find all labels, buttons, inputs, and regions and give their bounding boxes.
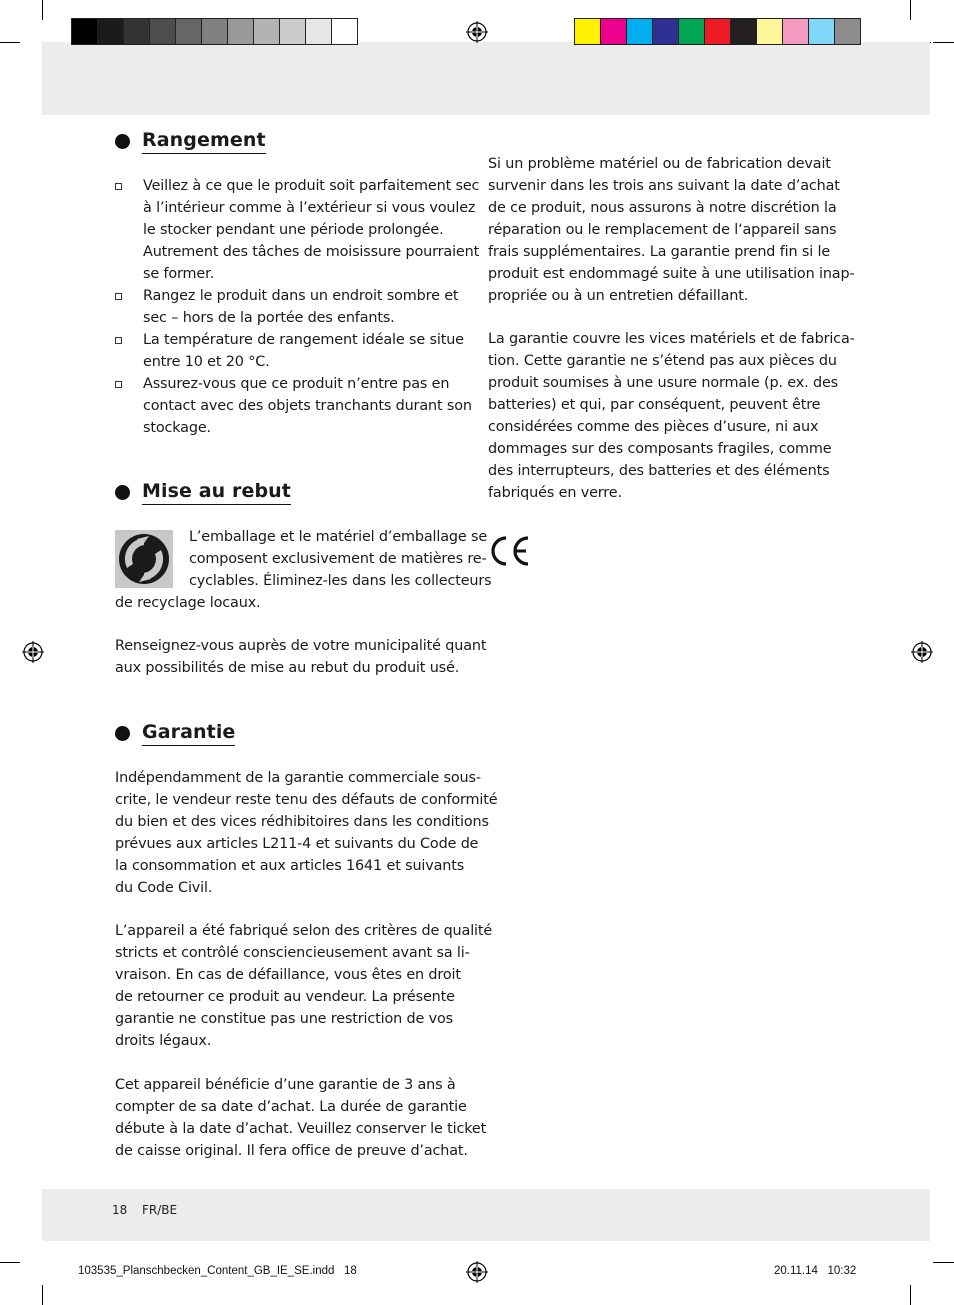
list-item-line: entre 10 et 20 °C. bbox=[143, 354, 270, 370]
ce-mark-icon bbox=[488, 535, 532, 567]
text-line: de caisse original. Il fera office de preuve d’achat. bbox=[115, 1143, 468, 1159]
heading-bullet bbox=[115, 134, 130, 149]
text-line: Indépendamment de la garantie commerciale sous- bbox=[115, 770, 481, 786]
section-heading-garantie bbox=[115, 719, 235, 747]
text-line: réparation ou le remplacement de l‘appareil sans bbox=[488, 222, 837, 238]
registration-mark-icon bbox=[466, 21, 488, 43]
text-line: cyclables. Éliminez-les dans les collecteurs bbox=[189, 573, 492, 589]
color-swatch bbox=[227, 18, 254, 45]
text-line: propriée ou à un entretien défaillant. bbox=[488, 288, 749, 304]
color-swatch bbox=[97, 18, 124, 45]
text-line: fabriqués en verre. bbox=[488, 485, 622, 501]
checkbox-bullet-icon bbox=[115, 337, 122, 344]
page-number: 18 bbox=[112, 1203, 128, 1217]
color-swatch bbox=[730, 18, 757, 45]
text-line: vraison. En cas de défaillance, vous êtes en droit bbox=[115, 967, 461, 983]
list-item-line: La température de rangement idéale se situe bbox=[143, 332, 464, 348]
color-swatch bbox=[626, 18, 653, 45]
slug-filename: 103535_Planschbecken_Content_GB_IE_SE.indd 18 bbox=[78, 1265, 357, 1277]
color-swatch bbox=[834, 18, 861, 45]
color-swatch bbox=[149, 18, 176, 45]
color-swatch bbox=[600, 18, 627, 45]
text-line: L’appareil a été fabriqué selon des critères de qualité bbox=[115, 923, 493, 939]
registration-mark-icon bbox=[22, 641, 44, 663]
list-item-line: sec – hors de la portée des enfants. bbox=[143, 310, 395, 326]
color-swatch bbox=[253, 18, 280, 45]
color-swatch bbox=[331, 18, 358, 45]
list-item-line: Assurez-vous que ce produit n’entre pas en bbox=[143, 376, 450, 392]
text-line: Renseignez-vous auprès de votre municipalité quant bbox=[115, 638, 487, 654]
color-swatch bbox=[305, 18, 332, 45]
registration-mark-icon bbox=[911, 641, 933, 663]
text-line: de ce produit, nous assurons à notre discrétion la bbox=[488, 200, 837, 216]
text-line: du bien et des vices rédhibitoires dans les conditions bbox=[115, 814, 489, 830]
text-line: Cet appareil bénéficie d’une garantie de 3 ans à bbox=[115, 1077, 456, 1093]
list-item-line: à l’intérieur comme à l’extérieur si vous voulez bbox=[143, 200, 476, 216]
text-line: garantie ne constitue pas une restriction de vos bbox=[115, 1011, 454, 1027]
text-line: droits légaux. bbox=[115, 1033, 212, 1049]
text-line: compter de sa date d’achat. La durée de garantie bbox=[115, 1099, 467, 1115]
text-line: survenir dans les trois ans suivant la date d’achat bbox=[488, 178, 840, 194]
text-line: débute à la date d’achat. Veuillez conserver le ticket bbox=[115, 1121, 487, 1137]
checkbox-bullet-icon bbox=[115, 381, 122, 388]
list-item-line: Veillez à ce que le produit soit parfaitement sec bbox=[143, 178, 480, 194]
color-swatch bbox=[704, 18, 731, 45]
color-swatch bbox=[808, 18, 835, 45]
color-swatch bbox=[123, 18, 150, 45]
text-line: stricts et contrôlé consciencieusement avant sa li- bbox=[115, 945, 470, 961]
text-line: prévues aux articles L211-4 et suivants du Code de bbox=[115, 836, 479, 852]
color-swatch bbox=[175, 18, 202, 45]
locale-label: FR/BE bbox=[142, 1203, 178, 1217]
heading-bullet bbox=[115, 726, 130, 741]
heading-bullet bbox=[115, 485, 130, 500]
color-swatch bbox=[782, 18, 809, 45]
text-line: composent exclusivement de matières re- bbox=[189, 551, 487, 567]
header-band bbox=[42, 42, 930, 115]
text-line: de recyclage locaux. bbox=[115, 595, 261, 611]
green-dot-recycle-icon bbox=[115, 530, 173, 588]
grayscale-color-bar bbox=[71, 18, 357, 46]
text-line: L’emballage et le matériel d’emballage se bbox=[189, 529, 488, 545]
color-swatch bbox=[756, 18, 783, 45]
list-item-line: contact avec des objets tranchants durant son bbox=[143, 398, 472, 414]
text-line: du Code Civil. bbox=[115, 880, 213, 896]
list-item-line: stockage. bbox=[143, 420, 211, 436]
text-line: Si un problème matériel ou de fabrication devait bbox=[488, 156, 831, 172]
color-swatch bbox=[279, 18, 306, 45]
color-swatch bbox=[574, 18, 601, 45]
color-swatch bbox=[201, 18, 228, 45]
registration-mark-icon bbox=[466, 1261, 488, 1283]
color-swatch bbox=[652, 18, 679, 45]
text-line: tion. Cette garantie ne s’étend pas aux pièces du bbox=[488, 353, 837, 369]
color-swatch bbox=[71, 18, 98, 45]
section-title: Mise au rebut bbox=[142, 479, 291, 505]
color-swatch bbox=[678, 18, 705, 45]
text-line: considérées comme des pièces d’usure, ni aux bbox=[488, 419, 819, 435]
checkbox-bullet-icon bbox=[115, 183, 122, 190]
section-title: Garantie bbox=[142, 720, 235, 746]
text-line: crite, le vendeur reste tenu des défauts de conformité bbox=[115, 792, 498, 808]
section-heading-rangement bbox=[115, 127, 266, 155]
section-heading-mise-au-rebut bbox=[115, 478, 291, 506]
list-item-line: Autrement des tâches de moisissure pourraient bbox=[143, 244, 480, 260]
text-line: La garantie couvre les vices matériels et de fabrica- bbox=[488, 331, 855, 347]
text-line: dommages sur des composants fragiles, comme bbox=[488, 441, 832, 457]
list-item-line: le stocker pendant une période prolongée. bbox=[143, 222, 444, 238]
list-item-line: se former. bbox=[143, 266, 215, 282]
text-line: de retourner ce produit au vendeur. La présente bbox=[115, 989, 455, 1005]
text-line: frais supplémentaires. La garantie prend fin si le bbox=[488, 244, 831, 260]
text-line: la consommation et aux articles 1641 et suivants bbox=[115, 858, 465, 874]
checkbox-bullet-icon bbox=[115, 293, 122, 300]
text-line: produit est endommagé suite à une utilisation inap- bbox=[488, 266, 855, 282]
text-line: batteries) et qui, par conséquent, peuvent être bbox=[488, 397, 821, 413]
section-title: Rangement bbox=[142, 128, 266, 154]
list-item-line: Rangez le produit dans un endroit sombre et bbox=[143, 288, 459, 304]
text-line: aux possibilités de mise au rebut du produit usé. bbox=[115, 660, 460, 676]
text-line: produit soumises à une usure normale (p. ex. des bbox=[488, 375, 839, 391]
process-color-bar bbox=[574, 18, 860, 46]
slug-date: 20.11.14 10:32 bbox=[774, 1265, 857, 1277]
text-line: des interrupteurs, des batteries et des éléments bbox=[488, 463, 830, 479]
